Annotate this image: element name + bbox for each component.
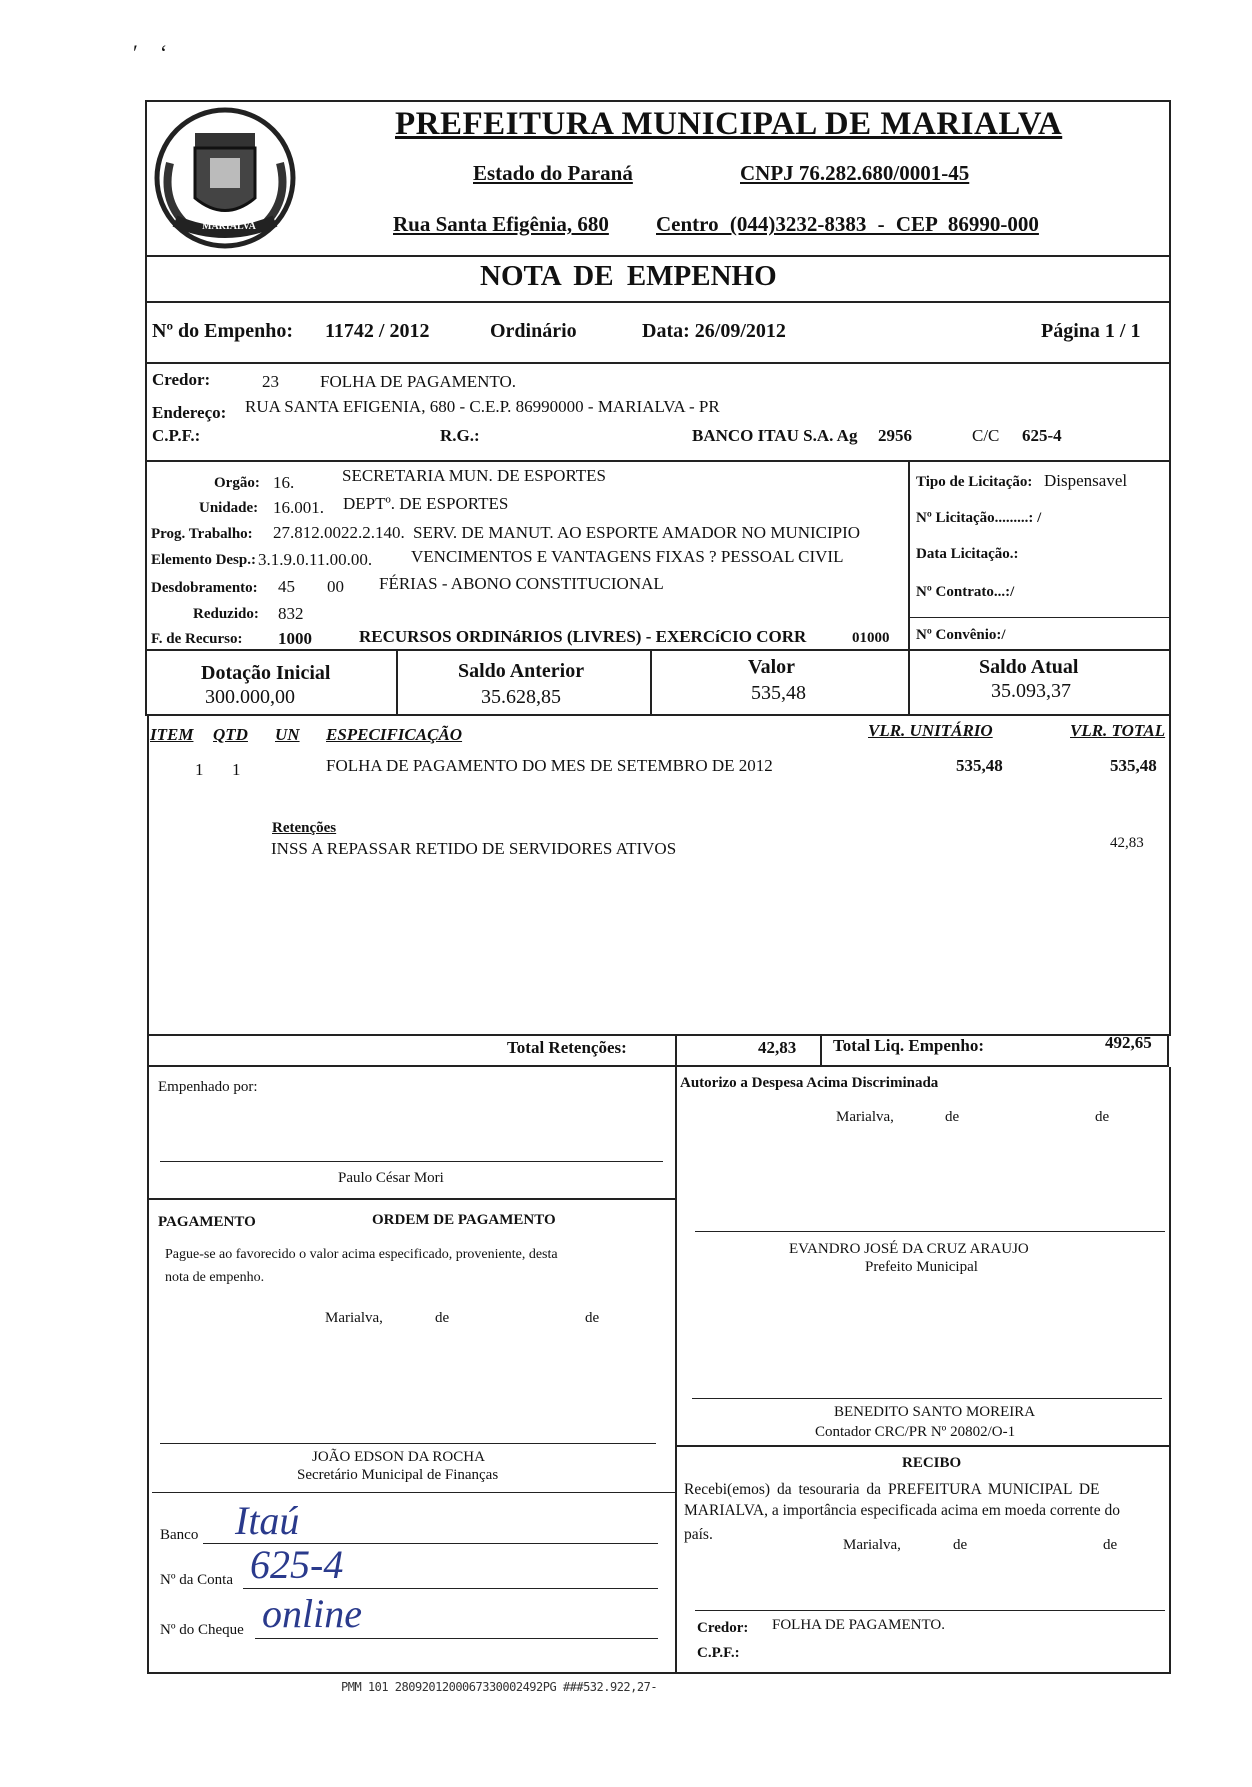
items-left-border: [147, 716, 149, 1036]
recurso-number: 01000: [852, 630, 890, 646]
recibo-cpf-label: C.P.F.:: [697, 1645, 740, 1661]
col-qtd: QTD: [213, 725, 248, 744]
recibo-place: Marialva,: [843, 1537, 901, 1553]
conta-label: Nº da Conta: [160, 1572, 233, 1588]
prefeito-nome: EVANDRO JOSÉ DA CRUZ ARAUJO: [789, 1241, 1029, 1257]
col-item: ITEM: [150, 725, 194, 744]
total-retencoes-value: 42,83: [758, 1038, 797, 1057]
empenhado-nome: Paulo César Mori: [338, 1170, 444, 1186]
header-title: PREFEITURA MUNICIPAL DE MARIALVA: [395, 106, 1063, 142]
recurso-code: 1000: [278, 629, 312, 648]
empenho-page: Página 1 / 1: [1041, 320, 1141, 342]
bank-name: BANCO ITAU S.A. Ag: [692, 426, 858, 445]
sig-left-border: [147, 1067, 149, 1674]
recibo-line-3: país.: [684, 1526, 713, 1543]
pagamento-place: Marialva,: [325, 1310, 383, 1326]
header-state: Estado do Paraná: [473, 161, 633, 185]
retencoes-label: Retenções: [272, 820, 337, 836]
recibo-title: RECIBO: [902, 1455, 962, 1471]
col-vlr-total: VLR. TOTAL: [1070, 721, 1166, 740]
recibo-top-line: [675, 1445, 1171, 1447]
prog-desc: SERV. DE MANUT. AO ESPORTE AMADOR NO MUNICIPIO: [413, 523, 861, 542]
reduzido-value: 832: [278, 604, 304, 623]
saldo-anterior-value: 35.628,85: [481, 686, 561, 708]
sig-center-border: [675, 1067, 677, 1674]
orgao-code: 16.: [273, 473, 295, 492]
totals-div-1: [675, 1034, 677, 1067]
saldo-atual-value: 35.093,37: [991, 680, 1071, 702]
desdobramento-b: 00: [327, 577, 344, 596]
row-vlr-unitario: 535,48: [956, 756, 1003, 775]
unidade-label: Unidade:: [199, 500, 259, 516]
unidade-desc: DEPTº. DE ESPORTES: [343, 494, 509, 513]
valor-label: Valor: [748, 656, 796, 678]
empenho-number: 11742 / 2012: [325, 320, 430, 342]
desdobramento-label: Desdobramento:: [151, 580, 258, 596]
autorizo-de-1: de: [945, 1109, 960, 1125]
unidade-code: 16.001.: [273, 498, 324, 517]
dotacao-divider: [908, 460, 910, 651]
secretario-nome: JOÃO EDSON DA ROCHA: [312, 1449, 485, 1465]
col-vlr-unitario: VLR. UNITÁRIO: [868, 721, 993, 740]
row-especificacao: FOLHA DE PAGAMENTO DO MES DE SETEMBRO DE 2012: [326, 756, 773, 775]
contador-cargo: Contador CRC/PR Nº 20802/O-1: [815, 1424, 1016, 1440]
prog-label: Prog. Trabalho:: [151, 526, 253, 542]
recibo-credor-label: Credor:: [697, 1620, 749, 1636]
totals-div-2: [820, 1034, 822, 1067]
col-especificacao: ESPECIFICAÇÃO: [326, 725, 463, 744]
orgao-label: Orgão:: [214, 475, 260, 491]
orgao-desc: SECRETARIA MUN. DE ESPORTES: [342, 466, 606, 485]
elemento-label: Elemento Desp.:: [151, 552, 256, 568]
conta-line: [243, 1588, 658, 1589]
scan-mark: ′ ‘: [133, 40, 168, 65]
header-street: Rua Santa Efigênia, 680: [393, 212, 609, 236]
empenho-date: Data: 26/09/2012: [642, 320, 786, 342]
sig-bottom-border: [147, 1672, 1171, 1674]
total-liquido-label: Total Liq. Empenho:: [833, 1036, 984, 1055]
autorizo-de-2: de: [1095, 1109, 1110, 1125]
saldo-anterior-label: Saldo Anterior: [458, 660, 585, 682]
header-cnpj: CNPJ 76.282.680/0001-45: [740, 161, 970, 185]
header-address: Centro (044)3232-8383 - CEP 86990-000: [656, 212, 1039, 236]
secretario-cargo: Secretário Municipal de Finanças: [297, 1467, 499, 1483]
credor-code: 23: [262, 372, 279, 391]
pagamento-texto-2: nota de empenho.: [165, 1270, 265, 1285]
empenhado-sign-line: [160, 1161, 663, 1162]
contador-nome: BENEDITO SANTO MOREIRA: [834, 1404, 1036, 1420]
rg-label: R.G.:: [440, 426, 480, 445]
endereco-label: Endereço:: [152, 403, 227, 422]
doc-title: NOTA DE EMPENHO: [480, 260, 777, 292]
items-right-border: [1169, 716, 1171, 1036]
bank-agency: 2956: [878, 426, 912, 445]
col-un: UN: [275, 725, 300, 744]
seal-banner-text: MARIALVA: [202, 221, 256, 232]
row-vlr-total: 535,48: [1110, 756, 1157, 775]
licitacao-divider: [908, 617, 1171, 618]
autorizo-label: Autorizo a Despesa Acima Discriminada: [680, 1075, 939, 1091]
endereco-value: RUA SANTA EFIGENIA, 680 - C.E.P. 86990000 - MARIALVA - PR: [245, 397, 720, 416]
cc-label: C/C: [972, 426, 1000, 445]
recibo-line-2: MARIALVA, a importância especificada acima em moeda corrente do: [684, 1502, 1120, 1519]
prog-code: 27.812.0022.2.140.: [273, 523, 405, 542]
retencao-desc: INSS A REPASSAR RETIDO DE SERVIDORES ATIVOS: [271, 839, 677, 858]
banco-label: Banco: [160, 1527, 199, 1543]
recibo-credor-value: FOLHA DE PAGAMENTO.: [772, 1617, 945, 1633]
footer-code: PMM 101 2809201200067330002492PG ###532.922,27-: [341, 1680, 658, 1694]
pagamento-de-2: de: [585, 1310, 600, 1326]
licitacao-contrato: Nº Contrato...:/: [916, 584, 1015, 600]
dotacao-inicial-label: Dotação Inicial: [201, 662, 331, 684]
bank-section-line: [152, 1492, 675, 1493]
prefeito-cargo: Prefeito Municipal: [865, 1259, 978, 1275]
prefeito-sign-line: [695, 1231, 1165, 1232]
pagamento-texto-1: Pague-se ao favorecido o valor acima especificado, proveniente, desta: [165, 1247, 558, 1262]
recurso-label: F. de Recurso:: [151, 631, 243, 647]
saldos-div-3: [908, 649, 910, 716]
sig-right-border: [1169, 1067, 1171, 1674]
valor-value: 535,48: [751, 682, 806, 704]
secretario-sign-line: [160, 1443, 656, 1444]
contador-sign-line: [692, 1398, 1162, 1399]
reduzido-label: Reduzido:: [193, 606, 259, 622]
cc-value: 625-4: [1022, 426, 1062, 445]
dotacao-inicial-value: 300.000,00: [205, 686, 295, 708]
licitacao-data: Data Licitação.:: [916, 546, 1019, 562]
recibo-de-1: de: [953, 1537, 968, 1553]
desdobramento-desc: FÉRIAS - ABONO CONSTITUCIONAL: [379, 574, 664, 593]
empenho-number-label: Nº do Empenho:: [152, 320, 294, 342]
saldos-div-2: [650, 649, 652, 716]
recibo-line-1: Recebi(emos) da tesouraria da PREFEITURA MUNICIPAL DE: [684, 1481, 1100, 1498]
pagamento-label: PAGAMENTO: [158, 1214, 256, 1230]
banco-handwriting: Itaú: [235, 1498, 300, 1543]
recibo-sign-line: [695, 1610, 1165, 1611]
empenho-type: Ordinário: [490, 320, 577, 342]
elemento-code: 3.1.9.0.11.00.00.: [258, 550, 373, 569]
licitacao-convenio: Nº Convênio:/: [916, 627, 1006, 643]
cheque-label: Nº do Cheque: [160, 1622, 244, 1638]
pagamento-top-line: [147, 1198, 675, 1200]
credor-name: FOLHA DE PAGAMENTO.: [320, 372, 516, 391]
total-liquido-value: 492,65: [1105, 1033, 1152, 1052]
cheque-line: [255, 1638, 658, 1639]
saldos-div-1: [396, 649, 398, 716]
totals-box: [147, 1034, 1169, 1067]
saldo-atual-label: Saldo Atual: [979, 656, 1079, 678]
licitacao-numero: Nº Licitação.........: /: [916, 510, 1042, 526]
cpf-label: C.P.F.:: [152, 426, 201, 445]
total-retencoes-label: Total Retenções:: [507, 1038, 627, 1057]
pagamento-de-1: de: [435, 1310, 450, 1326]
row-item: 1: [195, 760, 204, 779]
desdobramento-a: 45: [278, 577, 295, 596]
ordem-pagamento-label: ORDEM DE PAGAMENTO: [372, 1212, 556, 1228]
licitacao-tipo-value: Dispensavel: [1044, 471, 1128, 490]
row-qtd: 1: [232, 760, 241, 779]
conta-handwriting: 625-4: [250, 1542, 344, 1587]
autorizo-place: Marialva,: [836, 1109, 894, 1125]
recurso-desc: RECURSOS ORDINáRIOS (LIVRES) - EXERCíCIO CORR: [359, 627, 807, 646]
cheque-handwriting: online: [262, 1591, 362, 1636]
elemento-desc: VENCIMENTOS E VANTAGENS FIXAS ? PESSOAL CIVIL: [411, 547, 844, 566]
empenhado-label: Empenhado por:: [158, 1079, 258, 1095]
recibo-de-2: de: [1103, 1537, 1118, 1553]
retencao-valor: 42,83: [1110, 835, 1144, 851]
credor-label: Credor:: [152, 370, 211, 389]
licitacao-tipo-label: Tipo de Licitação:: [916, 474, 1033, 490]
municipal-seal: [150, 103, 300, 253]
